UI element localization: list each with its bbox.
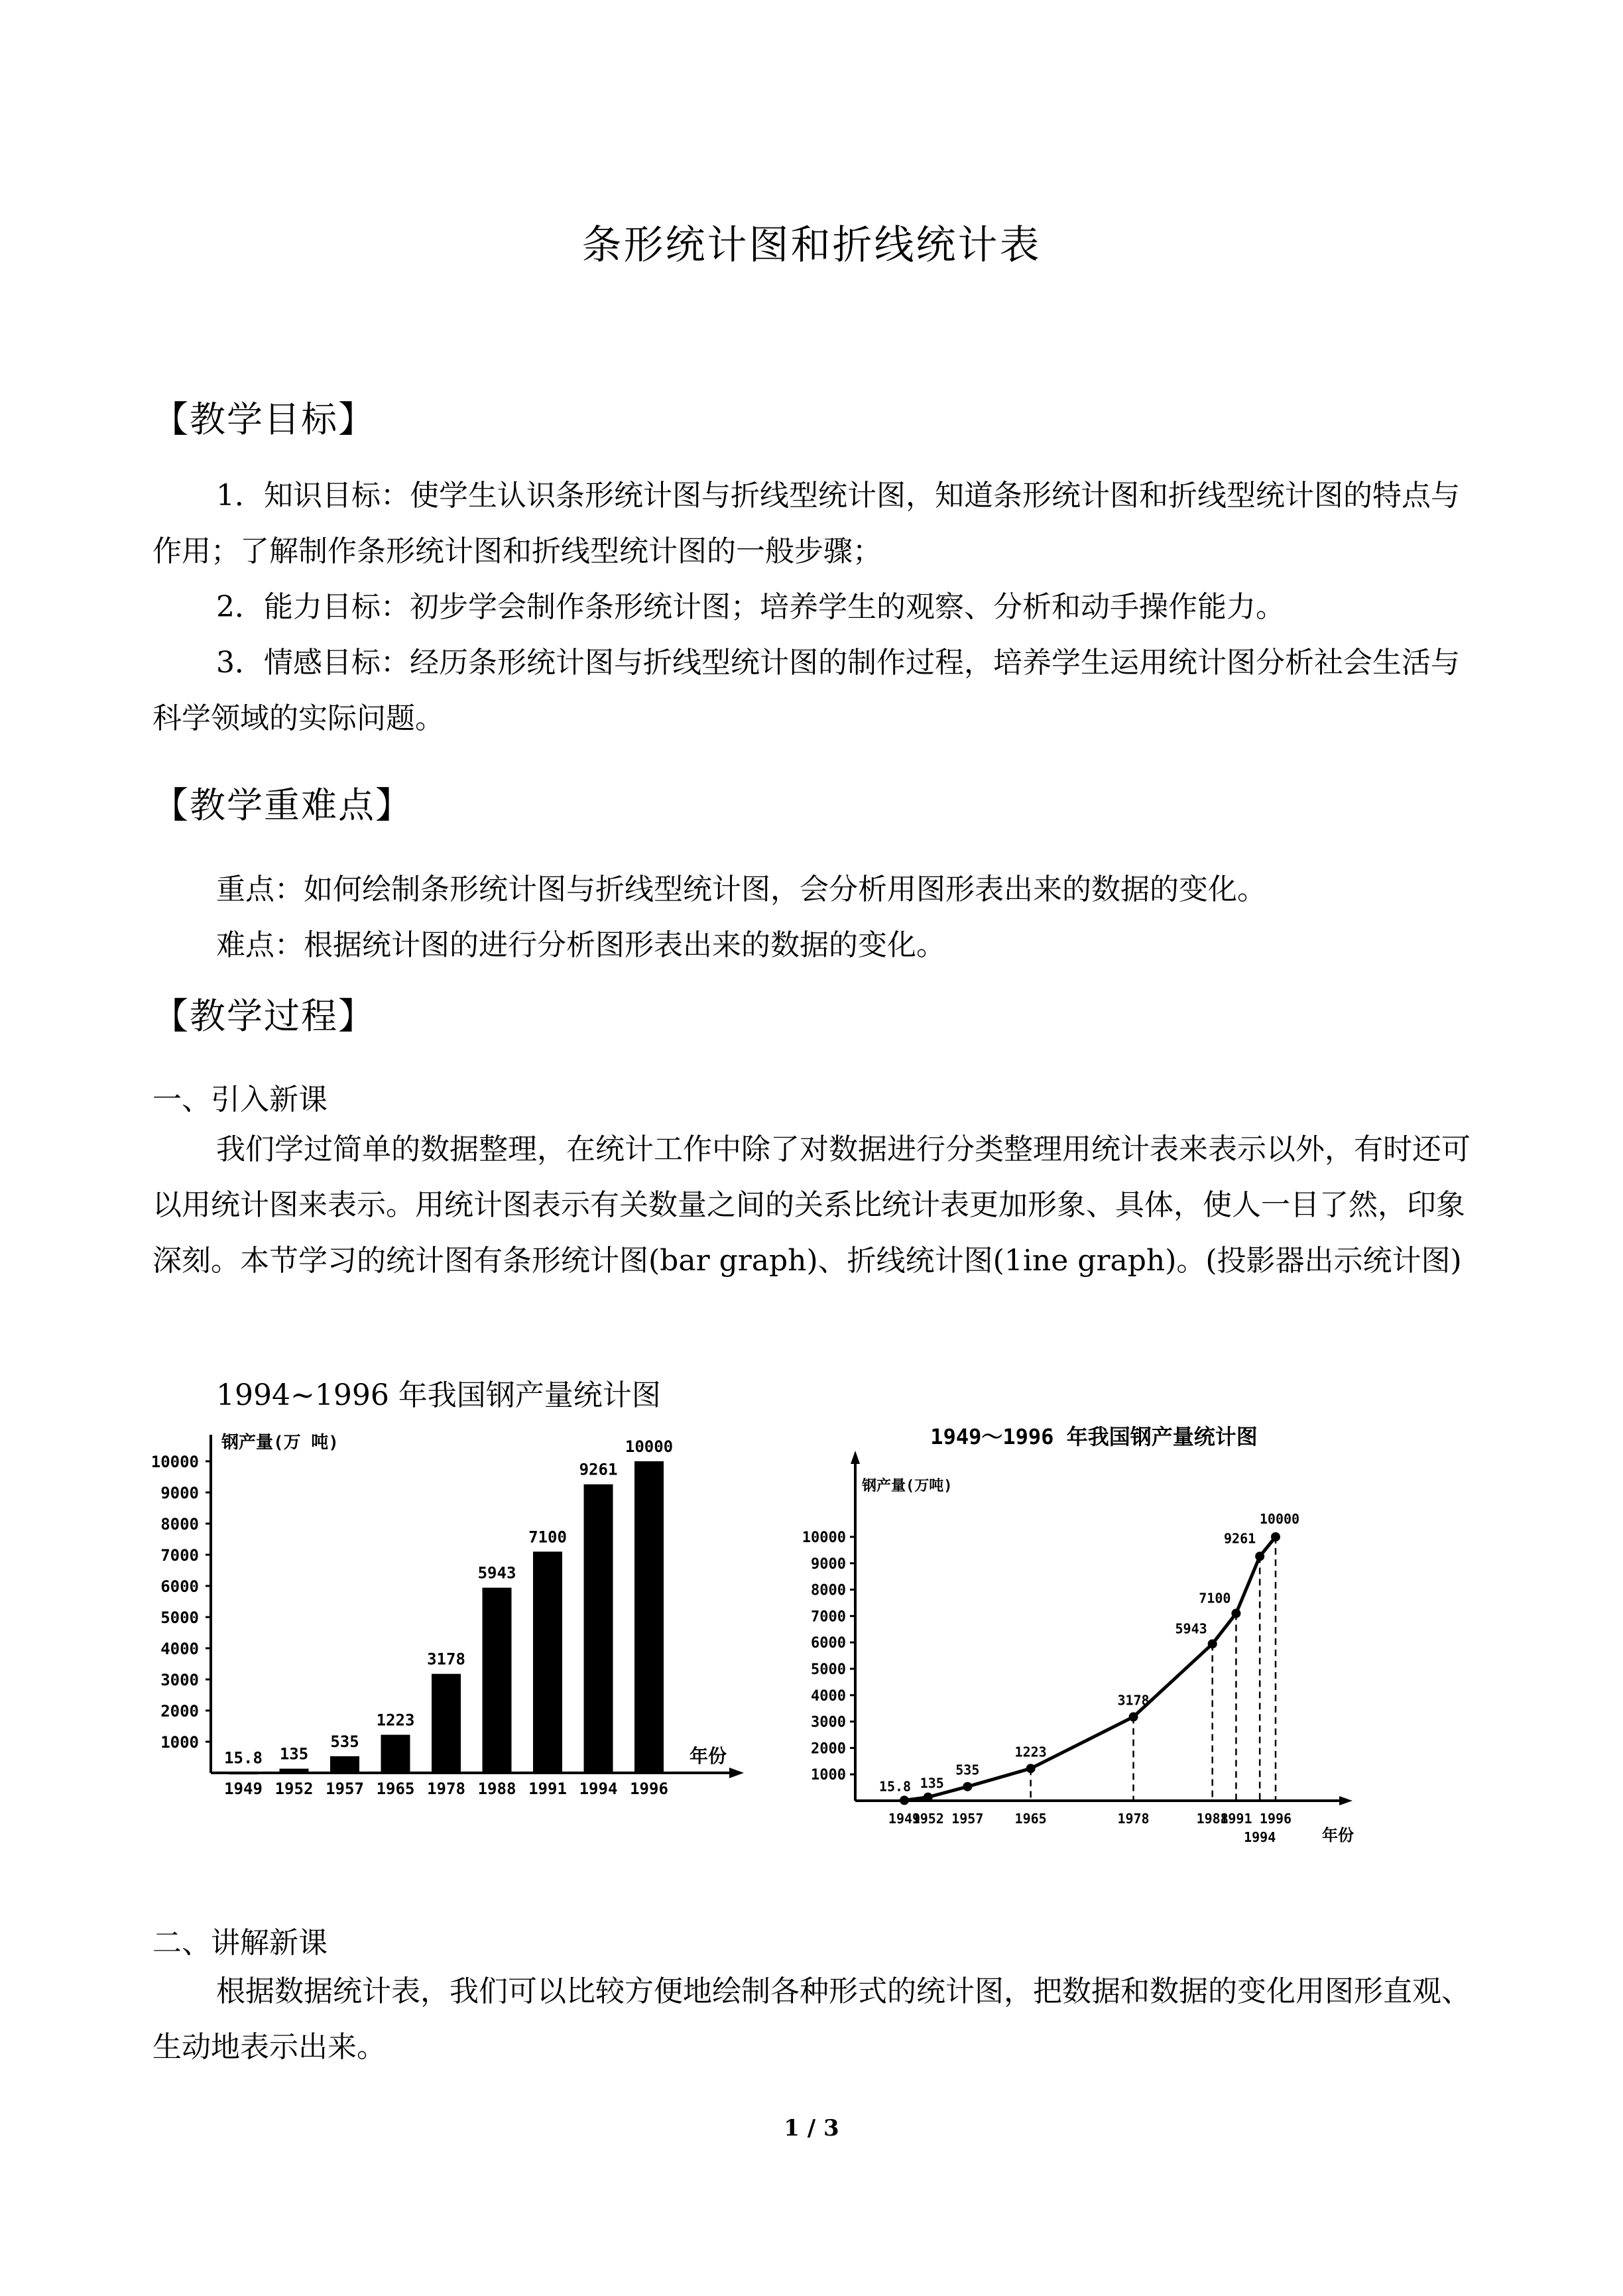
bar-value-label: 135	[279, 1744, 309, 1764]
line-y-tick-label: 3000	[811, 1714, 846, 1731]
line-y-axis-label: 钢产量(万吨)	[862, 1478, 953, 1494]
line-value-label: 5943	[1175, 1620, 1207, 1637]
line-x-axis-arrow	[1339, 1796, 1352, 1805]
section-heading-objectives: 【教学目标】	[152, 398, 375, 440]
part2-text: 根据数据统计表，我们可以比较方便地绘制各种形式的统计图，把数据和数据的变化用图形直观、生动地表示出来。	[152, 1974, 1471, 2064]
bar-y-tick-label: 3000	[160, 1671, 199, 1689]
bar-y-tick-label: 4000	[160, 1640, 199, 1658]
bar-value-label: 9261	[579, 1460, 618, 1479]
line-value-label: 3178	[1117, 1692, 1150, 1709]
bar-x-tick-label: 1988	[477, 1780, 516, 1798]
line-value-label: 7100	[1199, 1590, 1231, 1606]
keypoint-focus: 重点：如何绘制条形统计图与折线型统计图，会分析用图形表出来的数据的变化。	[216, 873, 1266, 906]
line-value-label: 10000	[1259, 1511, 1300, 1527]
bar-y-tick-label: 7000	[160, 1546, 199, 1565]
line-point	[963, 1782, 972, 1791]
bar-y-tick-label: 10000	[150, 1453, 199, 1471]
bar-value-label: 10000	[625, 1437, 674, 1456]
line-point	[1231, 1608, 1240, 1618]
bar-x-tick-label: 1991	[528, 1780, 567, 1798]
line-x-tick-label: 1988	[1196, 1811, 1229, 1827]
objective-3: 3．情感目标：经历条形统计图与折线型统计图的制作过程，培养学生运用统计图分析社会生活与科学领域的实际问题。	[152, 646, 1460, 735]
line-point	[1208, 1639, 1217, 1648]
objective-1: 1．知识目标：使学生认识条形统计图与折线型统计图，知道条形统计图和折线型统计图的特点与作用；了解制作条形统计图和折线型统计图的一般步骤；	[152, 479, 1460, 568]
line-x-tick-label: 1957	[951, 1811, 984, 1827]
bar-x-tick-label: 1978	[427, 1780, 465, 1798]
line-y-tick-label: 8000	[811, 1582, 846, 1599]
line-x-tick-label: 1965	[1014, 1811, 1047, 1827]
bar-y-tick-label: 6000	[160, 1577, 199, 1596]
bar-y-tick-label: 1000	[160, 1733, 199, 1752]
line-value-label: 9261	[1223, 1530, 1256, 1547]
bar-y-axis-label: 钢产量(万 吨)	[221, 1433, 339, 1453]
bar-value-label: 535	[330, 1732, 359, 1751]
line-y-tick-label: 2000	[811, 1740, 846, 1758]
bar-value-label: 3178	[427, 1650, 465, 1669]
bar-x-axis-label: 年份	[690, 1745, 727, 1767]
line-x-tick-label: 1996	[1259, 1811, 1292, 1827]
line-y-tick-label: 9000	[811, 1555, 846, 1573]
line-y-tick-label: 4000	[811, 1687, 846, 1705]
line-series	[904, 1537, 1276, 1800]
keypoint-difficulty: 难点：根据统计图的进行分析图形表出来的数据的变化。	[216, 928, 945, 962]
bar-x-tick-label: 1994	[579, 1780, 618, 1798]
bar-y-tick-label: 8000	[160, 1515, 199, 1534]
bar-value-label: 7100	[528, 1528, 567, 1547]
line-value-label: 135	[920, 1775, 944, 1791]
line-chart-title: 1949～1996 年我国钢产量统计图	[930, 1424, 1258, 1449]
bar-y-tick-label: 5000	[160, 1608, 199, 1627]
bar-x-tick-label: 1965	[376, 1780, 415, 1798]
bar-x-tick-label: 1957	[326, 1780, 364, 1798]
bar-x-tick-label: 1949	[224, 1780, 263, 1798]
line-x-axis-label: 年份	[1322, 1826, 1354, 1844]
bar-x-tick-label: 1952	[274, 1780, 314, 1798]
line-point	[1255, 1551, 1264, 1561]
line-x-tick-label: 1952	[912, 1811, 944, 1827]
line-point	[1129, 1713, 1138, 1722]
bar-y-tick-label: 9000	[160, 1484, 199, 1502]
line-point	[1026, 1764, 1036, 1773]
line-point	[924, 1793, 933, 1802]
part2-heading: 二、讲解新课	[152, 1926, 328, 1960]
line-value-label: 535	[955, 1762, 980, 1778]
line-y-tick-label: 6000	[811, 1635, 846, 1652]
line-point	[1271, 1532, 1280, 1541]
page-number: 1 / 3	[784, 2115, 839, 2142]
line-x-tick-label: 1978	[1117, 1811, 1150, 1827]
bar-x-tick-label: 1996	[630, 1780, 668, 1798]
chart-caption: 1994~1996 年我国钢产量统计图	[216, 1378, 661, 1412]
bar-value-label: 15.8	[224, 1748, 263, 1768]
line-x-tick-label: 1991	[1220, 1811, 1252, 1827]
part1-text: 我们学过简单的数据整理，在统计工作中除了对数据进行分类整理用统计表来表示以外，有时还可以用统计图来表示。用统计图表示有关数量之间的关系比统计表更加形象、具体，使人一目了然，印象深刻。本节学习的统计图有条形统计图(bar graph)、折线统计图(1ine graph)。(投影器出示统计图)	[152, 1132, 1471, 1278]
objective-2: 2．能力目标：初步学会制作条形统计图；培养学生的观察、分析和动手操作能力。	[216, 590, 1285, 624]
line-value-label: 15.8	[878, 1778, 912, 1795]
line-x-tick-label: 1994	[1244, 1829, 1276, 1845]
part1-heading: 一、引入新课	[152, 1083, 328, 1117]
line-y-tick-label: 5000	[811, 1662, 846, 1678]
bar-value-label: 1223	[376, 1711, 415, 1730]
bar-value-label: 5943	[477, 1563, 516, 1583]
line-value-label: 1223	[1014, 1744, 1047, 1760]
line-y-tick-label: 7000	[811, 1608, 846, 1626]
line-y-tick-label: 1000	[811, 1767, 846, 1784]
line-y-tick-label: 10000	[802, 1530, 846, 1546]
line-point	[900, 1795, 909, 1805]
line-y-axis-arrow	[851, 1451, 860, 1464]
section-heading-keypoints: 【教学重难点】	[152, 784, 412, 826]
line-x-tick-label: 1949	[888, 1811, 921, 1827]
page-title: 条形统计图和折线统计表	[581, 222, 1042, 269]
bar-y-tick-label: 2000	[160, 1702, 199, 1721]
section-heading-process: 【教学过程】	[152, 995, 375, 1037]
